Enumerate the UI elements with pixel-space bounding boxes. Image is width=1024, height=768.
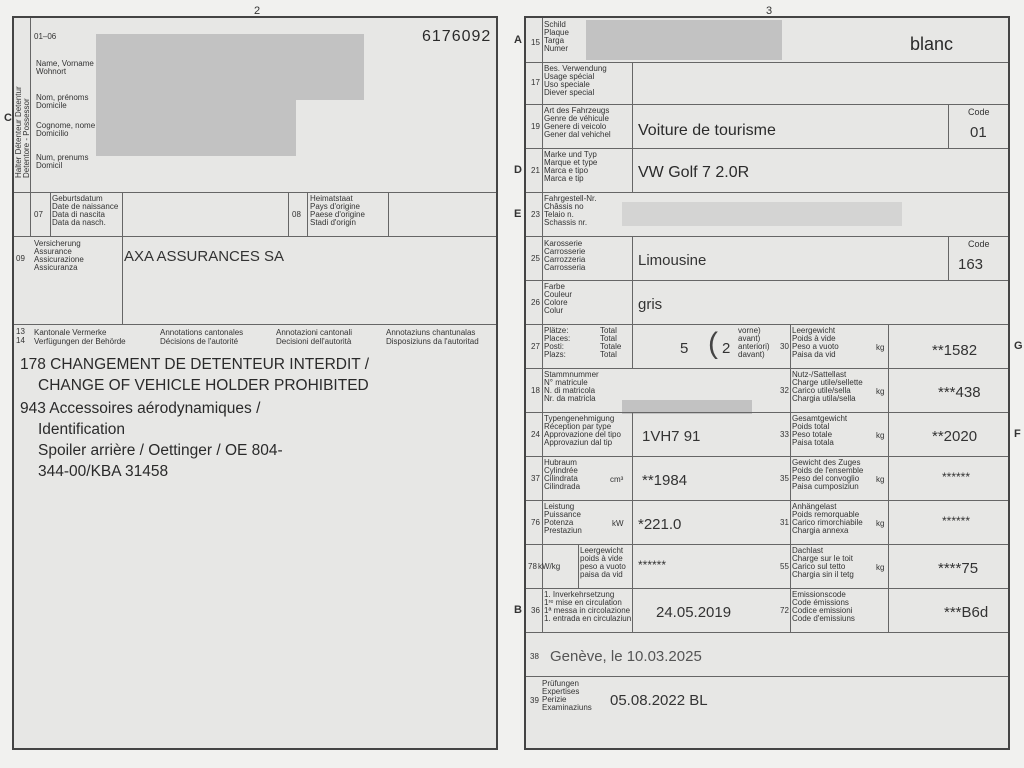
payload-labels: Nutz-/Sattellast Charge utile/sellette Carico utile/sella Chargia utila/sella (792, 370, 863, 403)
empty-weight-value: **1582 (932, 342, 978, 359)
first-registration-labels: 1. Inverkehrsetzung 1ʳᵉ mise en circulation 1ª messa in circolazione 1. entrada en circulaziun (544, 590, 632, 623)
page-number: 2 (254, 5, 261, 17)
seats-total: 5 (680, 340, 689, 357)
train-weight-labels: Gewicht des Zuges Poids de l'ensemble Peso del convoglio Paisa cumposiziun (792, 458, 864, 491)
redacted-name (96, 34, 364, 100)
insurance-labels: Versicherung Assurance Assicurazione Assicuranza (34, 239, 84, 272)
power-value: *221.0 (638, 516, 682, 533)
annotation-line-4: Identification (38, 421, 126, 438)
roof-load-value: ****75 (938, 560, 979, 577)
inspection-labels: Prüfungen Expertises Perizie Examinaziuns (542, 679, 592, 712)
annotation-line-1: 178 CHANGEMENT DE DETENTEUR INTERDIT / (20, 356, 370, 373)
field-01-06: 01–06 (34, 32, 57, 41)
first-registration-value: 24.05.2019 (656, 604, 732, 621)
birth-date-labels: Geburtsdatum Date de naissance Data di nascita Data da nasch. (52, 194, 119, 227)
name-labels: Name, Vorname Wohnort (36, 59, 94, 76)
annotation-line-6: 344-00/KBA 31458 (38, 463, 169, 480)
power-labels: Leistung Puissance Potenza Prestaziun (544, 502, 582, 535)
right-page: 3 A D E B G F 15 Schild Plaque Targa Numer blanc 17 Bes. Verwendung Usage spécial Uso speciale Diever special 19 Art des Fahrzeugs Genre de véhicule Genere di veicolo Gener dal vehichel Voiture de tourisme Code 01 21 Marke und Typ Marque et type Marca e tipo Marca e tip VW Golf 7 2.0R 23 Fahrgestell-Nr. Châssis no Telaio n. Schassis nr. 25 Karosserie Carrosserie Carrozzeria Carrosseria Limousine Code 163 26 Farbe Couleur Colore Colur gris 27 Plätze: Places: Posti: Plazs: Total Total Totale Total 5 ( 2 vorne) avant) anteriori) davant) 30 Leergewicht Poids à vide Peso a vuoto Paisa da vid kg **1582 18 Stammnummer N° matricule N. di matricola Nr. da matricla 32 Nutz-/Sattellast Charge utile/sellette Carico utile/sella Chargia utila/sella kg ***438 24 Typengenehmigung Réception par type Approvazione del tipo Approvaziun dal tip 1VH7 91 33 Gesamtgewicht Poids total Peso totale Paisa totala kg **2020 37 Hubraum Cylindrée Cilindrata Cilindrada cm³ **1984 35 Gewicht des Zuges Poids de l'ensemble Peso del convoglio Paisa cumposiziun kg ****** 76 Leistung Puissance Potenza Prestaziun kW *221.0 31 Anhängelast Poids remorquable Carico rimorchiabile Chargia annexa kg ****** 78 kW/kg Leergewicht poids à vide peso a vuoto paisa da vid ****** 55 Dachlast Charge sur le toit Carico sul tetto Chargia sin il tetg kg ****75 36 1. Inverkehrsetzung 1ʳᵉ mise en circulation 1ª messa in circolazione 1. entrada en circulaziun 24.05.2019 72 Emissionscode Code émissions Codice emissioni Code d'emissiuns ***B6d 38 Genève, le 10.03.2025 39 Prüfungen Expertises Perizie Examinaziuns 05.08.2022 BL (524, 16, 1010, 750)
vehicle-type-labels: Art des Fahrzeugs Genre de véhicule Genere di veicolo Gener dal vehichel (544, 106, 611, 139)
matriculation-labels: Stammnummer N° matricule N. di matricola Nr. da matricla (544, 370, 599, 403)
total-weight-value: **2020 (932, 428, 978, 445)
plate-labels: Schild Plaque Targa Numer (544, 20, 569, 53)
chassis-labels: Fahrgestell-Nr. Châssis no Telaio n. Schassis nr. (544, 194, 597, 227)
seats-front: 2 (722, 340, 731, 357)
empty-weight-labels: Leergewicht Poids à vide Peso a vuoto Paisa da vid (792, 326, 839, 359)
type-approval-labels: Typengenehmigung Réception par type Approvazione del tipo Approvaziun dal tip (544, 414, 621, 447)
vehicle-type-code: 01 (970, 124, 987, 141)
towing-value: ****** (942, 514, 971, 528)
plate-value: blanc (910, 34, 954, 54)
left-page: 2 01–06 6176092 Name, Vorname Wohnort Nom, prénoms Domicile Cognome, nome Domicilio Num, prenums Domicil C Halter Détenteur Detentur Detentore - Possessor 07 Geburtsdatum Date de naissance Data di nascita Data da nasch. 08 Heimatstaat Pays d'origine Paese d'origine Stadi d'origin 09 Versicherung Assurance Assicurazione Assicuranza AXA ASSURANCES SA 13 14 Kantonale Vermerke Annotations cantonales Annotazioni cantonali Annotaziuns chantunalas Verfügungen der Behörde Décisions de l'autorité Decisioni dell'autorità Disposiziuns da l'autoritad 178 CHANGEMENT DE DETENTEUR INTERDIT / CHANGE OF VEHICLE HOLDER PROHIBITED 943 Accessoires aérodynamiques / Identification Spoiler arrière / Oettinger / OE 804- 344-00/KBA 31458 (12, 16, 498, 750)
page-number: 3 (766, 5, 773, 17)
make-model-labels: Marke und Typ Marque et type Marca e tipo Marca e tip (544, 150, 598, 183)
train-weight-value: ****** (942, 470, 971, 484)
issue-place-date: Genève, le 10.03.2025 (550, 648, 702, 665)
name-labels-rm: Num, prenums Domicil (36, 153, 89, 170)
home-country-labels: Heimatstaat Pays d'origine Paese d'origine Stadi d'origin (310, 194, 365, 227)
make-model-value: VW Golf 7 2.0R (638, 164, 750, 181)
holder-number: 6176092 (422, 28, 492, 45)
special-use-labels: Bes. Verwendung Usage spécial Uso speciale Diever special (544, 64, 607, 97)
body-code: 163 (958, 256, 984, 273)
payload-value: ***438 (938, 384, 981, 401)
inspection-value: 05.08.2022 BL (610, 692, 708, 709)
seats-labels: Plätze: Places: Posti: Plazs: (544, 326, 571, 359)
redacted-plate (586, 20, 782, 60)
vehicle-type-value: Voiture de tourisme (638, 122, 776, 139)
emission-code-labels: Emissionscode Code émissions Codice emissioni Code d'emissiuns (792, 590, 855, 623)
color-value: gris (638, 296, 663, 313)
insurance-value: AXA ASSURANCES SA (124, 248, 285, 265)
color-labels: Farbe Couleur Colore Colur (544, 282, 573, 315)
power-weight-labels: Leergewicht poids à vide peso a vuoto paisa da vid (580, 546, 626, 579)
redacted-chassis (622, 202, 902, 226)
displacement-labels: Hubraum Cylindrée Cilindrata Cilindrada (544, 458, 581, 491)
redacted-address (96, 100, 296, 156)
annotation-line-2: CHANGE OF VEHICLE HOLDER PROHIBITED (38, 377, 369, 394)
body-labels: Karosserie Carrosserie Carrozzeria Carrosseria (544, 239, 586, 272)
holder-vertical-label: Halter Détenteur Detentur (14, 86, 23, 178)
roof-load-labels: Dachlast Charge sur le toit Carico sul tetto Chargia sin il tetg (792, 546, 854, 579)
towing-labels: Anhängelast Poids remorquable Carico rimorchiabile Chargia annexa (792, 502, 863, 535)
displacement-value: **1984 (642, 472, 688, 489)
marker-c: C (4, 112, 12, 124)
emission-code-value: ***B6d (944, 604, 989, 621)
total-weight-labels: Gesamtgewicht Poids total Peso totale Paisa totala (792, 414, 848, 447)
body-value: Limousine (638, 252, 707, 269)
type-approval-value: 1VH7 91 (642, 428, 701, 445)
name-labels-it: Cognome, nome Domicilio (36, 121, 96, 138)
annotation-line-5: Spoiler arrière / Oettinger / OE 804- (38, 442, 283, 459)
name-labels-fr: Nom, prénoms Domicile (36, 93, 89, 110)
annotation-line-3: 943 Accessoires aérodynamiques / (20, 400, 261, 417)
power-weight-value: ****** (638, 558, 667, 572)
